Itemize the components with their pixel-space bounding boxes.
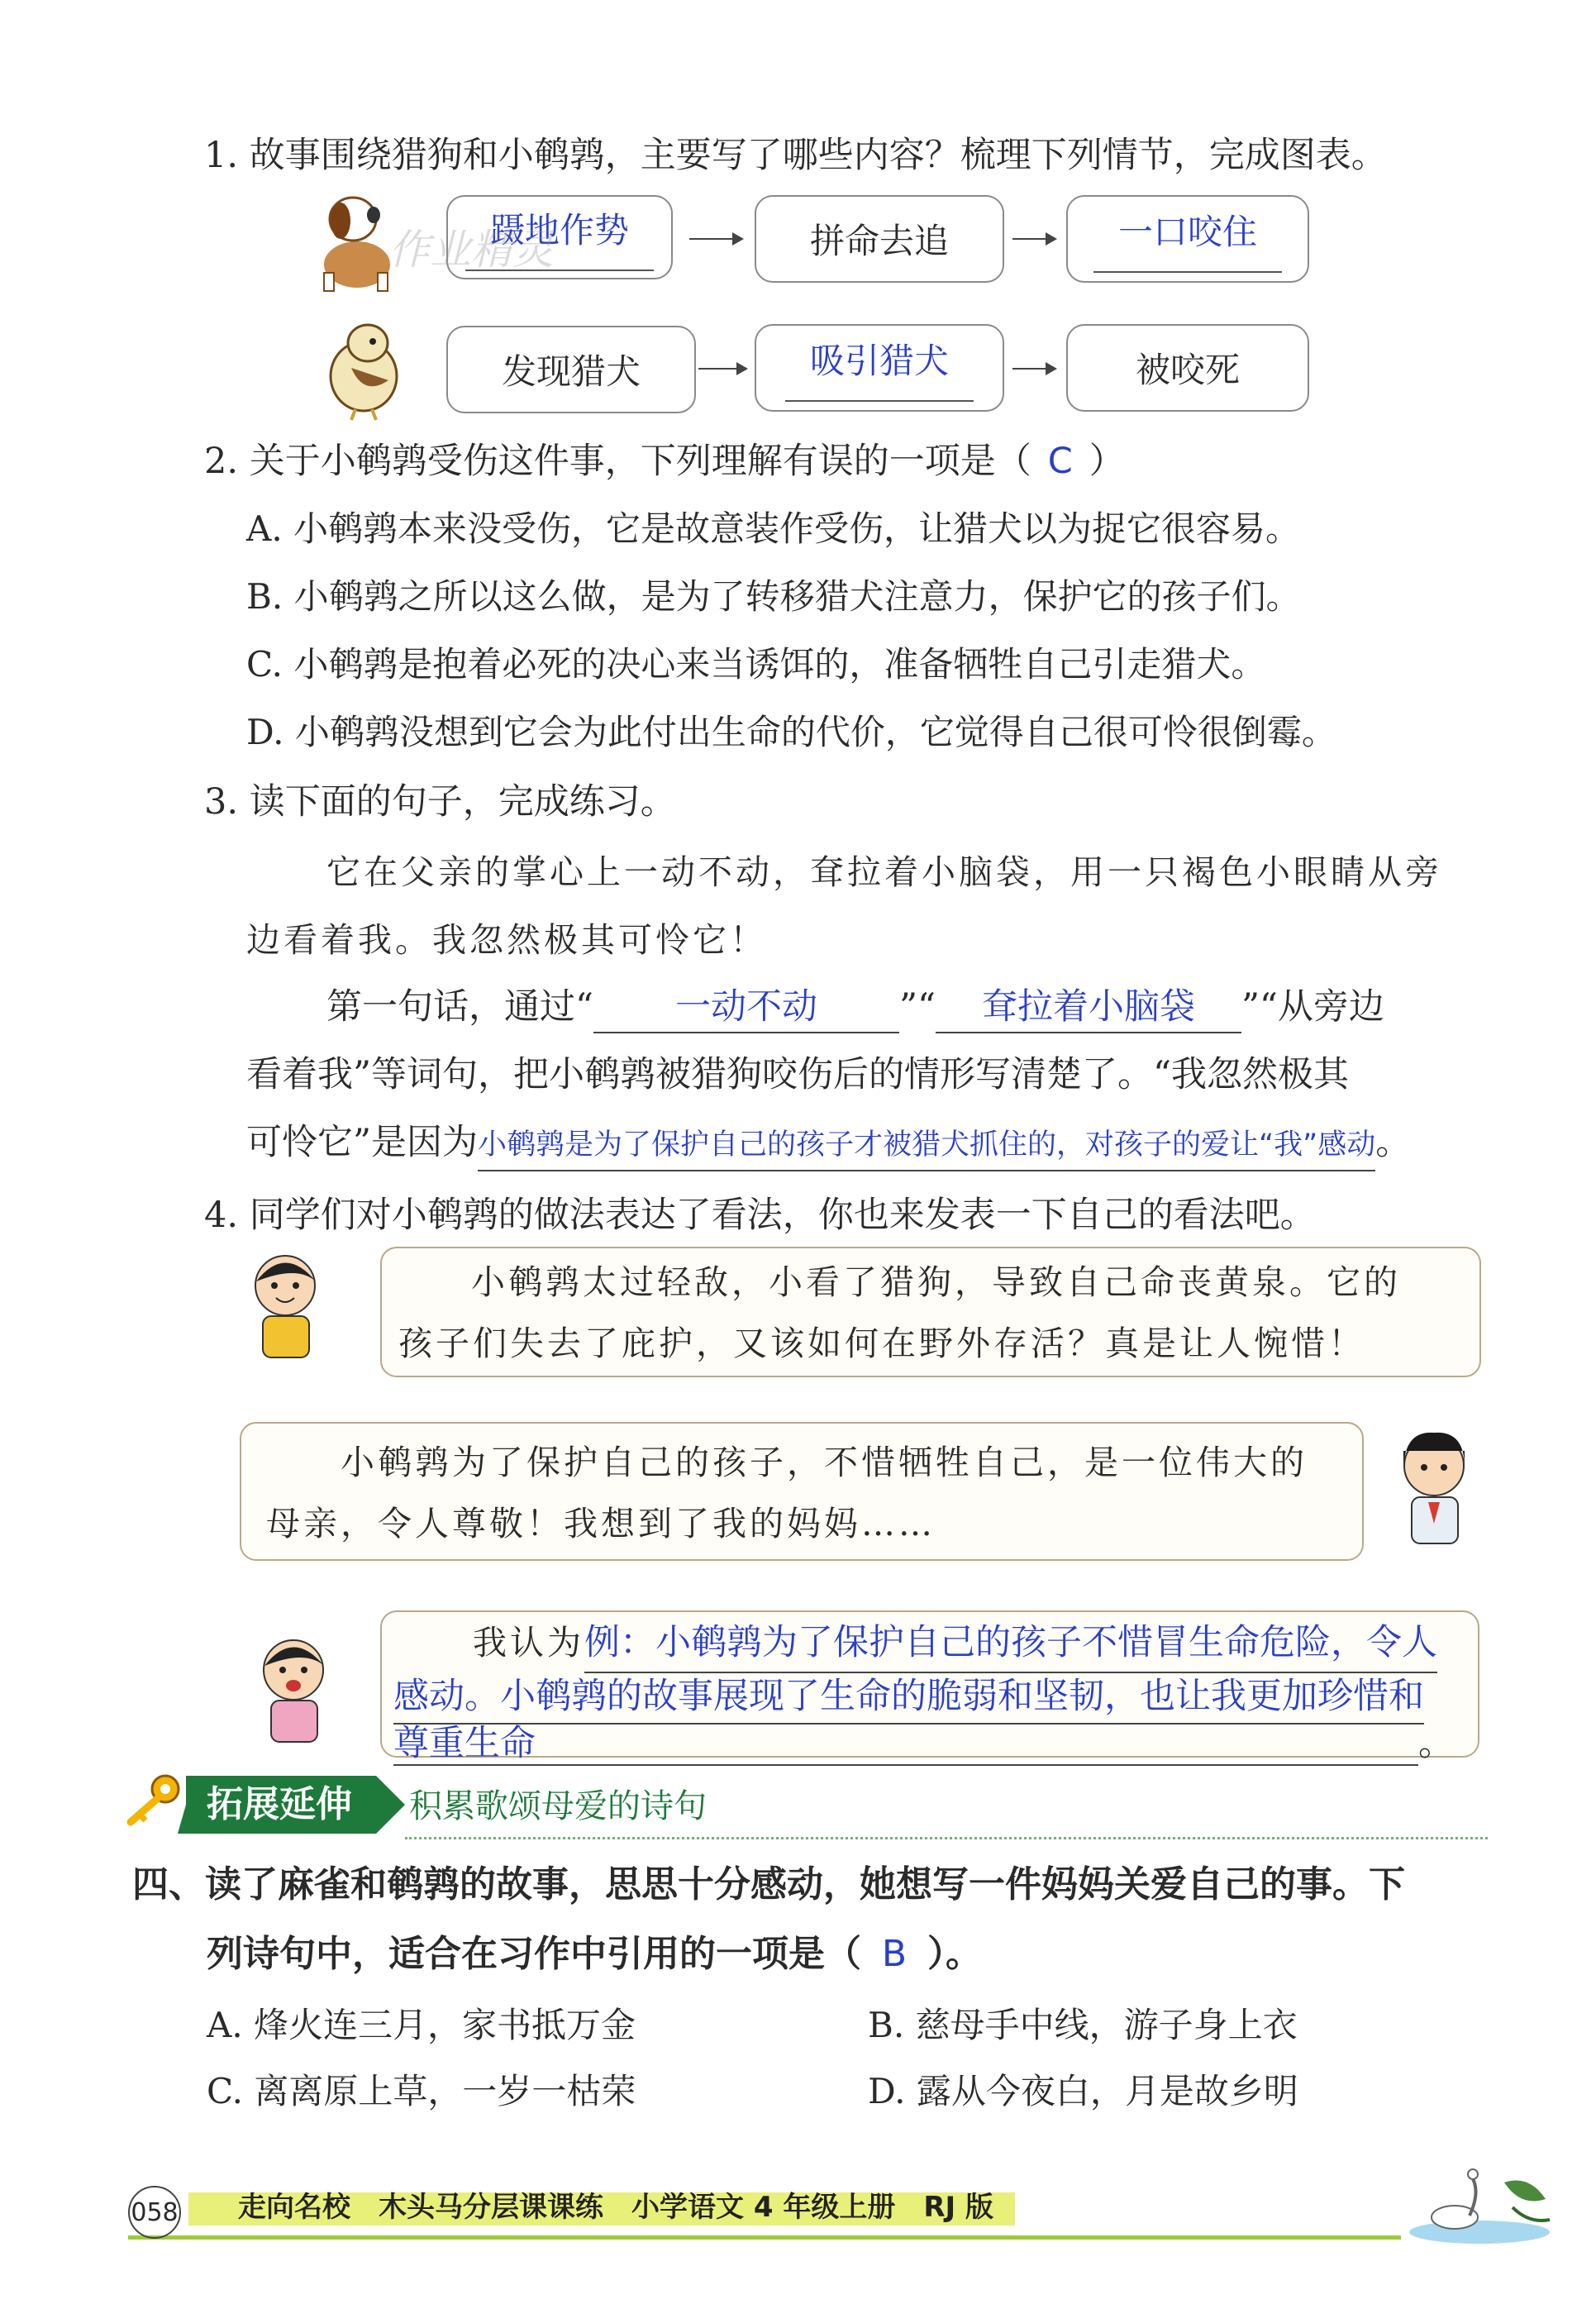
plot-box-2: [755, 195, 1004, 283]
quail-illustration: [318, 318, 409, 422]
q4-title: 4. 同学们对小鹌鹑的做法表达了看法，你也来发表一下自己的看法吧。: [204, 1195, 1316, 1236]
q2-answer: C: [1047, 441, 1073, 482]
q3-fill-line1: [326, 982, 1384, 1033]
bubble3-line1: [473, 1612, 1437, 1673]
bubble3-line3: [393, 1723, 1454, 1766]
q3-fill-line3: [246, 1118, 1411, 1171]
speech-bubble-2: [240, 1422, 1364, 1561]
s4-question-text: 列诗句中，适合在习作中引用的一项是（: [207, 1933, 861, 1975]
plot-box-5: [755, 324, 1004, 412]
q3-fill-text: 第一句话，通过“: [326, 986, 593, 1028]
page-number: 058: [128, 2186, 181, 2239]
q3-passage-line2: 边看着我。我忽然极其可怜它！: [246, 920, 767, 960]
arrow-icon: [698, 368, 746, 370]
plot-box-4: [446, 326, 696, 413]
watermark: 作业精灵: [388, 226, 554, 274]
s4-option-a: A. 烽火连三月，家书抵万金: [207, 2005, 636, 2045]
q2-title: [204, 437, 1125, 486]
q3-blank-3: 小鹌鹑是为了保护自己的孩子才被猎犬抓住的，对孩子的爱让“我”感动: [478, 1120, 1375, 1171]
arrow-icon: [1012, 238, 1055, 240]
q2-option-c: C. 小鹌鹑是抱着必死的决心来当诱饵的，准备牺牲自己引走猎犬。: [246, 644, 1266, 685]
q3-blank-2: 耷拉着小脑袋: [936, 982, 1241, 1033]
s4-answer: B: [881, 1933, 908, 1975]
answer-text: 吸引猎犬: [785, 334, 974, 402]
bubble3-prefix: 我认为: [473, 1623, 584, 1663]
s4-question-line2: [207, 1930, 982, 1979]
plot-box-6: [1066, 324, 1309, 412]
banner-label: 拓展延伸: [207, 1783, 352, 1825]
boy-illustration: [248, 1633, 343, 1748]
q2-option-a: A. 小鹌鹑本来没受伤，它是故意装作受伤，让猎犬以为捉它很容易。: [246, 508, 1301, 549]
speech-bubble-3: [380, 1610, 1479, 1764]
bubble3-end: 。: [1418, 1723, 1454, 1764]
banner-divider: [405, 1837, 1488, 1839]
q3-fill-text: ”“: [898, 986, 936, 1028]
speech-bubble-1: [380, 1247, 1481, 1377]
box-text: 拼命去追: [809, 221, 949, 261]
q2-option-b: B. 小鹌鹑之所以这么做，是为了转移猎犬注意力，保护它的孩子们。: [246, 576, 1301, 617]
bubble3-answer-line2: 感动。小鹌鹑的故事展现了生命的脆弱和坚韧，也让我更加珍惜和: [393, 1670, 1424, 1725]
s4-option-d: D. 露从今夜白，月是故乡明: [868, 2071, 1298, 2111]
arrow-icon: [1012, 368, 1055, 370]
q3-title: 3. 读下面的句子，完成练习。: [204, 781, 676, 823]
bubble2-line1: 小鹌鹑为了保护自己的孩子，不惜牺牲自己，是一位伟大的: [341, 1443, 1308, 1482]
answer-text: 蹑地作势: [465, 203, 654, 271]
q2-title-end: ）: [1089, 441, 1125, 482]
q2-option-d: D. 小鹌鹑没想到它会为此付出生命的代价，它觉得自己很可怜很倒霉。: [246, 712, 1336, 752]
bubble3-answer-line1: 例：小鹌鹑为了保护自己的孩子不惜冒生命危险，令人: [584, 1614, 1437, 1673]
footer-text: 走向名校 木头马分层课课练 小学语文 4 年级上册 RJ 版: [238, 2191, 993, 2224]
q3-fill-text: ”“从旁边: [1241, 986, 1384, 1028]
s4-question-line1: 四、读了麻雀和鹌鹑的故事，思思十分感动，她想写一件妈妈关爱自己的事。下: [132, 1863, 1405, 1906]
q3-fill-line2: 看着我”等词句，把小鹌鹑被猎狗咬伤后的情形写清楚了。“我忽然极其: [246, 1054, 1349, 1095]
s4-option-c: C. 离离原上草，一岁一枯荣: [207, 2071, 636, 2111]
girl-illustration: [1389, 1426, 1479, 1550]
plot-box-3: [1066, 195, 1309, 283]
box-text: 被咬死: [1135, 350, 1240, 390]
answer-text: 一口咬住: [1093, 205, 1282, 273]
q3-blank-1: 一动不动: [593, 982, 899, 1033]
bubble1-line1: 小鹌鹑太过轻敌，小看了猎狗，导致自己命丧黄泉。它的: [471, 1262, 1401, 1302]
bubble3-answer-line3: 尊重生命: [393, 1723, 1418, 1766]
bubble2-line2: 母亲，令人尊敬！我想到了我的妈妈……: [266, 1504, 936, 1543]
q3-fill-text: 可怜它”是因为: [246, 1122, 478, 1163]
footer-line: [128, 2235, 1401, 2240]
arrow-icon: [689, 238, 742, 240]
box-text: 发现猎犬: [501, 351, 641, 392]
swan-decoration: [1405, 2149, 1554, 2249]
s4-option-b: B. 慈母手中线，游子身上衣: [868, 2005, 1298, 2045]
banner-subtitle: 积累歌颂母爱的诗句: [409, 1787, 707, 1825]
q3-passage-line1: 它在父亲的掌心上一动不动，耷拉着小脑袋，用一只褐色小眼睛从旁: [326, 852, 1442, 892]
boy-illustration: [240, 1248, 339, 1364]
q1-title: 1. 故事围绕猎狗和小鹌鹑，主要写了哪些内容？梳理下列情节，完成图表。: [204, 135, 1387, 176]
bubble1-line2: 孩子们失去了庇护，又该如何在野外存活？真是让人惋惜！: [398, 1324, 1365, 1363]
q2-title-text: 2. 关于小鹌鹑受伤这件事，下列理解有误的一项是（: [204, 441, 1031, 482]
q3-fill-text: 。: [1375, 1122, 1412, 1163]
s4-question-end: ）。: [927, 1933, 982, 1975]
